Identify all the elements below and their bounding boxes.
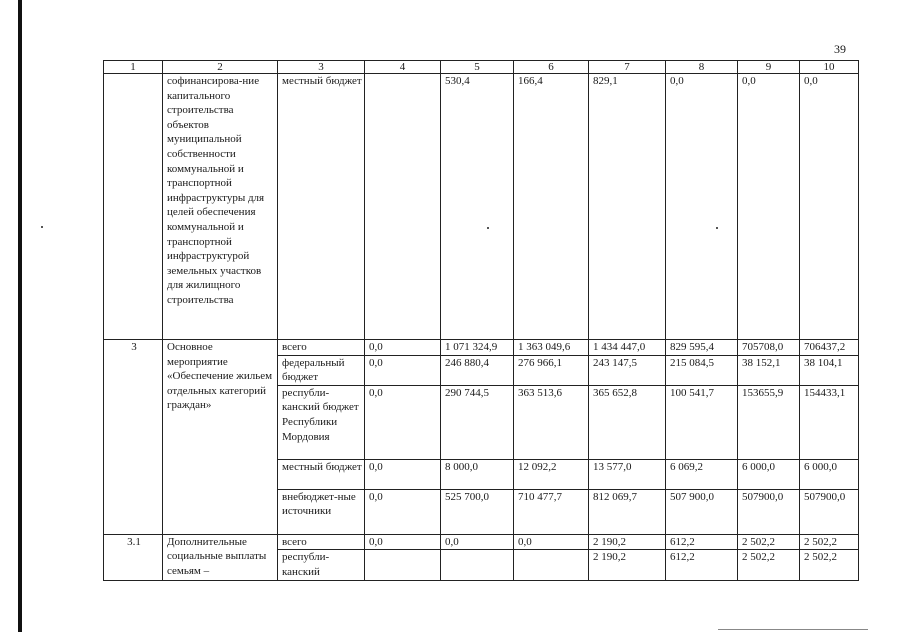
table-row bbox=[104, 340, 859, 356]
value-cell: 0,0 bbox=[365, 385, 441, 459]
value-cell: 6 000,0 bbox=[800, 459, 859, 489]
funding-source-cell: республи-канский бюджет Республики Мордовия bbox=[278, 385, 365, 459]
value-cell: 154433,1 bbox=[800, 385, 859, 459]
value-cell: 530,4 bbox=[441, 74, 514, 340]
activity-name-cell: софинансирова-ние капитального строительства объектов муниципальной собственности коммунальной и транспортной инфраструктуры для целей обеспечения коммунальной и транспортной инфраструктурой земельных участков для жилищного строительства bbox=[163, 74, 278, 340]
value-cell: 1 434 447,0 bbox=[589, 340, 666, 356]
value-cell: 12 092,2 bbox=[514, 459, 589, 489]
value-cell: 290 744,5 bbox=[441, 385, 514, 459]
value-cell: 812 069,7 bbox=[589, 489, 666, 534]
column-number: 8 bbox=[666, 61, 738, 74]
column-number: 7 bbox=[589, 61, 666, 74]
value-cell: 166,4 bbox=[514, 74, 589, 340]
value-cell: 0,0 bbox=[738, 74, 800, 340]
scan-artifact-line bbox=[718, 629, 868, 630]
column-number: 5 bbox=[441, 61, 514, 74]
funding-source-cell: местный бюджет bbox=[278, 74, 365, 340]
table-row bbox=[104, 74, 859, 340]
value-cell: 507900,0 bbox=[738, 489, 800, 534]
value-cell: 829 595,4 bbox=[666, 340, 738, 356]
value-cell: 276 966,1 bbox=[514, 355, 589, 385]
value-cell bbox=[441, 550, 514, 580]
value-cell: 2 502,2 bbox=[738, 534, 800, 550]
column-number: 9 bbox=[738, 61, 800, 74]
funding-source-cell: федеральный бюджет bbox=[278, 355, 365, 385]
value-cell: 507 900,0 bbox=[666, 489, 738, 534]
value-cell: 0,0 bbox=[441, 534, 514, 550]
value-cell: 705708,0 bbox=[738, 340, 800, 356]
value-cell: 13 577,0 bbox=[589, 459, 666, 489]
column-number: 6 bbox=[514, 61, 589, 74]
row-number-cell bbox=[104, 74, 163, 340]
funding-source-cell: внебюджет-ные источники bbox=[278, 489, 365, 534]
value-cell: 507900,0 bbox=[800, 489, 859, 534]
row-number-cell: 3.1 bbox=[104, 534, 163, 580]
activity-name-cell: Основное мероприятие «Обеспечение жильем отдельных категорий граждан» bbox=[163, 340, 278, 535]
value-cell: 363 513,6 bbox=[514, 385, 589, 459]
value-cell bbox=[365, 74, 441, 340]
value-cell: 0,0 bbox=[666, 74, 738, 340]
value-cell bbox=[514, 550, 589, 580]
page-number: 39 bbox=[834, 42, 846, 56]
column-number: 2 bbox=[163, 61, 278, 74]
binding-edge bbox=[18, 0, 22, 632]
value-cell: 365 652,8 bbox=[589, 385, 666, 459]
value-cell: 2 502,2 bbox=[800, 550, 859, 580]
value-cell: 6 000,0 bbox=[738, 459, 800, 489]
value-cell: 38 152,1 bbox=[738, 355, 800, 385]
budget-table bbox=[103, 60, 859, 581]
value-cell: 1 071 324,9 bbox=[441, 340, 514, 356]
value-cell: 829,1 bbox=[589, 74, 666, 340]
value-cell: 0,0 bbox=[800, 74, 859, 340]
value-cell bbox=[365, 550, 441, 580]
table-row bbox=[104, 534, 859, 550]
value-cell: 0,0 bbox=[365, 534, 441, 550]
column-number-row bbox=[104, 61, 859, 74]
funding-source-cell: всего bbox=[278, 534, 365, 550]
value-cell: 1 363 049,6 bbox=[514, 340, 589, 356]
value-cell: 243 147,5 bbox=[589, 355, 666, 385]
value-cell: 215 084,5 bbox=[666, 355, 738, 385]
value-cell: 612,2 bbox=[666, 550, 738, 580]
funding-source-cell: местный бюджет bbox=[278, 459, 365, 489]
value-cell: 706437,2 bbox=[800, 340, 859, 356]
value-cell: 0,0 bbox=[365, 340, 441, 356]
column-number: 3 bbox=[278, 61, 365, 74]
funding-source-cell: республи-канский bbox=[278, 550, 365, 580]
activity-name-cell: Дополнительные социальные выплаты семьям – bbox=[163, 534, 278, 580]
value-cell: 2 190,2 bbox=[589, 534, 666, 550]
column-number: 1 bbox=[104, 61, 163, 74]
row-number-cell: 3 bbox=[104, 340, 163, 535]
value-cell: 6 069,2 bbox=[666, 459, 738, 489]
value-cell: 2 502,2 bbox=[800, 534, 859, 550]
value-cell: 0,0 bbox=[365, 489, 441, 534]
value-cell: 153655,9 bbox=[738, 385, 800, 459]
value-cell: 0,0 bbox=[365, 459, 441, 489]
value-cell: 2 502,2 bbox=[738, 550, 800, 580]
value-cell: 710 477,7 bbox=[514, 489, 589, 534]
funding-source-cell: всего bbox=[278, 340, 365, 356]
value-cell: 612,2 bbox=[666, 534, 738, 550]
value-cell: 2 190,2 bbox=[589, 550, 666, 580]
column-number: 4 bbox=[365, 61, 441, 74]
column-number: 10 bbox=[800, 61, 859, 74]
value-cell: 38 104,1 bbox=[800, 355, 859, 385]
value-cell: 0,0 bbox=[365, 355, 441, 385]
value-cell: 100 541,7 bbox=[666, 385, 738, 459]
value-cell: 0,0 bbox=[514, 534, 589, 550]
scan-speck bbox=[41, 226, 43, 228]
value-cell: 246 880,4 bbox=[441, 355, 514, 385]
value-cell: 525 700,0 bbox=[441, 489, 514, 534]
value-cell: 8 000,0 bbox=[441, 459, 514, 489]
